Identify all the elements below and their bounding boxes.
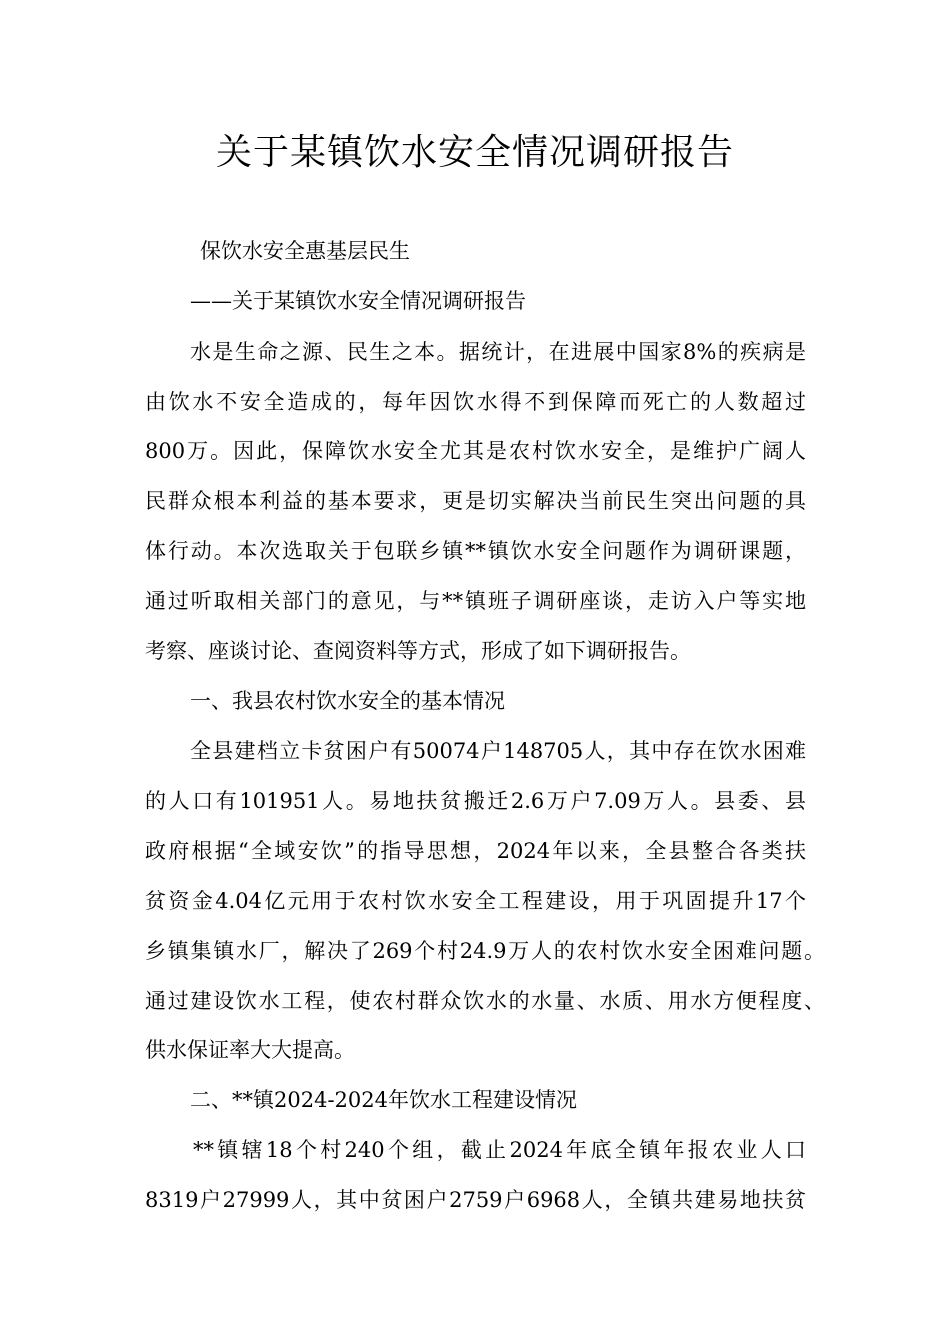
section-heading-1: 一、我县农村饮水安全的基本情况 — [190, 689, 505, 713]
paragraph-1-line-5: 体行动。本次选取关于包联乡镇**镇饮水安全问题作为调研课题， — [145, 539, 806, 563]
paragraph-1-line-4: 民群众根本利益的基本要求，更是切实解决当前民生突出问题的具 — [145, 489, 806, 513]
paragraph-1-line-1: 水是生命之源、民生之本。据统计，在进展中国家8%的疾病是 — [190, 340, 806, 364]
paragraph-3-line-2: 8319户27999人，其中贫困户2759户6968人，全镇共建易地扶贫 — [145, 1188, 806, 1212]
paragraph-1-line-7: 考察、座谈讨论、查阅资料等方式，形成了如下调研报告。 — [145, 639, 691, 663]
paragraph-2-line-5: 乡镇集镇水厂，解决了269个村24.9万人的农村饮水安全困难问题。 — [145, 939, 825, 963]
document-title: 关于某镇饮水安全情况调研报告 — [215, 132, 734, 173]
paragraph-2-line-7: 供水保证率大大提高。 — [145, 1038, 355, 1062]
paragraph-1-line-3: 800万。因此，保障饮水安全尤其是农村饮水安全，是维护广阔人 — [145, 439, 806, 463]
paragraph-2-line-6: 通过建设饮水工程，使农村群众饮水的水量、水质、用水方便程度、 — [145, 989, 825, 1013]
paragraph-1-line-2: 由饮水不安全造成的，每年因饮水得不到保障而死亡的人数超过 — [145, 390, 806, 414]
paragraph-1-line-6: 通过听取相关部门的意见，与**镇班子调研座谈，走访入户等实地 — [145, 589, 806, 613]
paragraph-2-line-2: 的人口有101951人。易地扶贫搬迁2.6万户7.09万人。县委、县 — [145, 789, 806, 813]
paragraph-2-line-3: 政府根据“全域安饮”的指导思想，2024年以来，全县整合各类扶 — [145, 839, 806, 863]
section-heading-2: 二、**镇2024-2024年饮水工程建设情况 — [190, 1088, 577, 1112]
paragraph-2-line-1: 全县建档立卡贫困户有50074户148705人，其中存在饮水困难 — [190, 739, 806, 763]
subtitle-line2: ——关于某镇饮水安全情况调研报告 — [190, 289, 526, 313]
paragraph-2-line-4: 贫资金4.04亿元用于农村饮水安全工程建设，用于巩固提升17个 — [145, 889, 806, 913]
paragraph-3-line-1: **镇辖18个村240个组，截止2024年底全镇年报农业人口 — [193, 1138, 806, 1162]
subtitle: 保饮水安全惠基层民生 — [200, 239, 410, 263]
